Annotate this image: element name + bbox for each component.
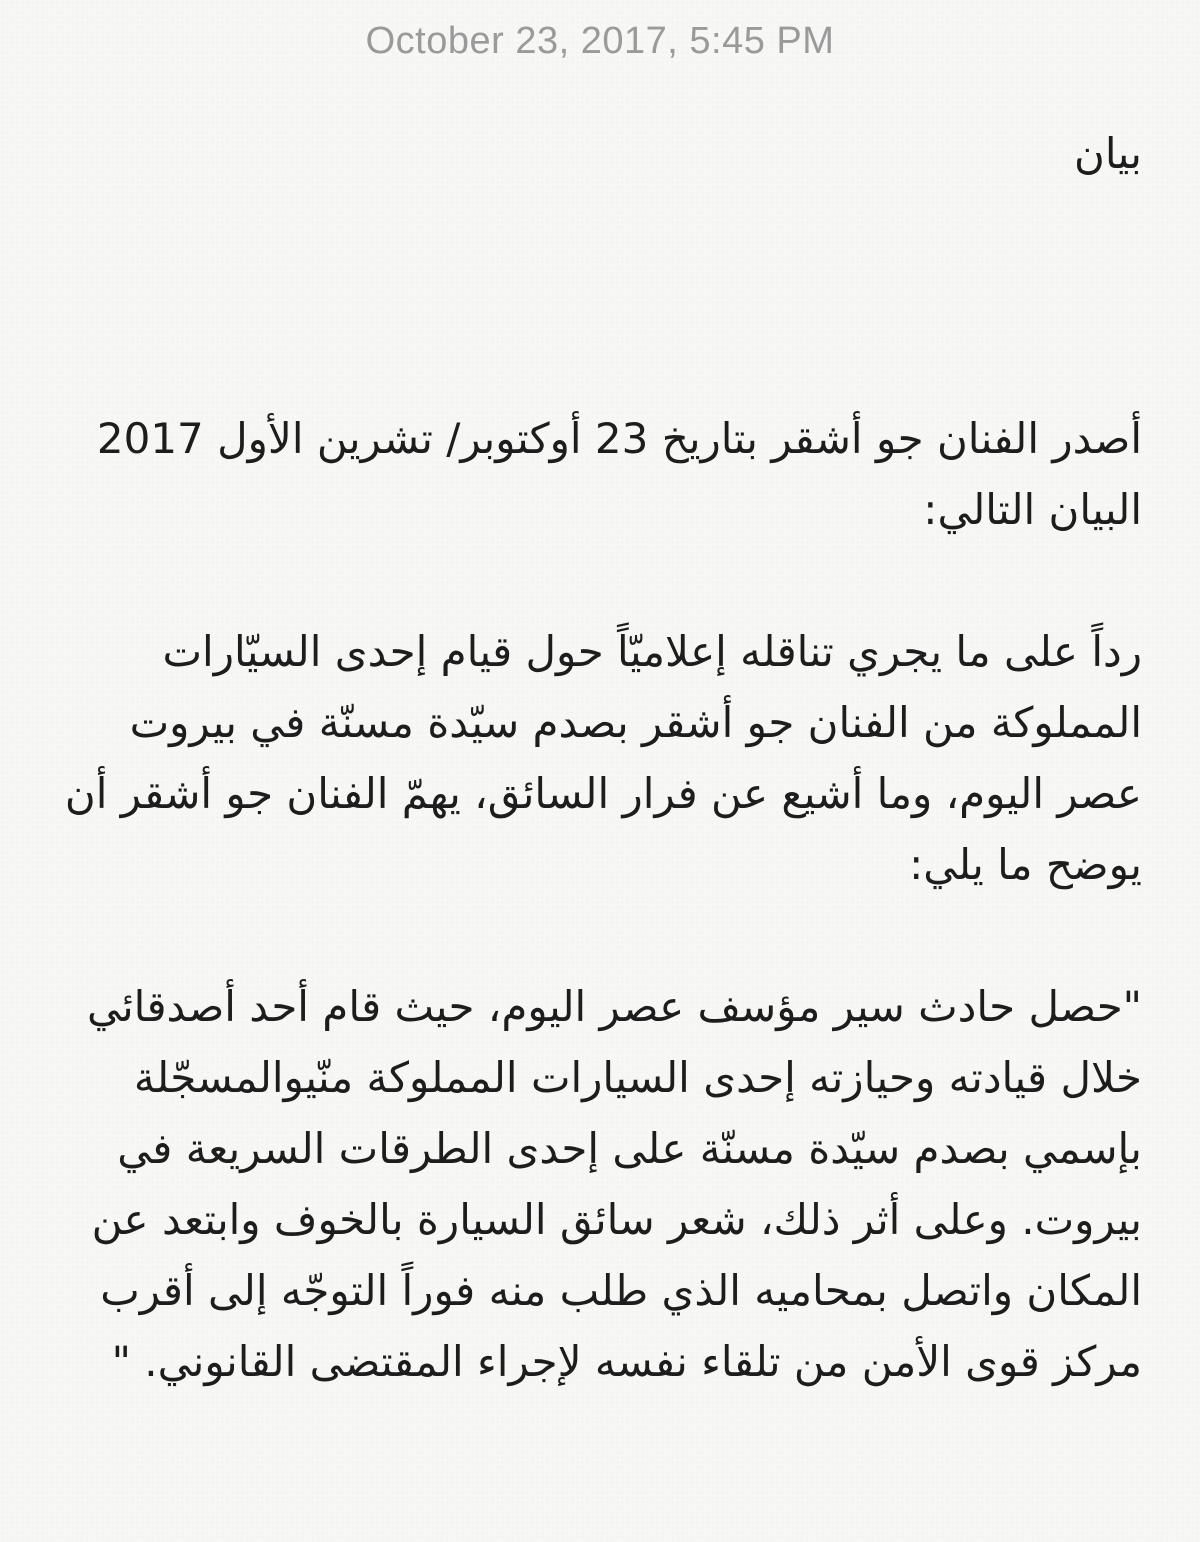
note-title: بيان [1073,129,1142,178]
note-paragraph-intro: أصدر الفنان جو أشقر بتاريخ 23 أوكتوبر/ تشرين الأول 2017 البيان التالي: [83,414,1142,534]
note-paragraph-reply: رداً على ما يجري تناقله إعلاميّاً حول قيام إحدى السيّارات المملوكة من الفنان جو أشقر بصدم سيّدة مسنّة في بيروت عصر اليوم، وما أشيع عن فرار السائق، يهمّ الفنان جو أشقر أن يوضح ما يلي: [51,627,1142,889]
note-paragraph-quote: "حصل حادث سير مؤسف عصر اليوم، حيث قام أحد أصدقائي خلال قيادته وحيازته إحدى السيارات المملوكة منّيوالمسجّلة بإسمي بصدم سيّدة مسنّة على إحدى الطرقات السريعة في بيروت. وعلى أثر ذلك، شعر سائق السيارة بالخوف وابتعد عن المكان واتصل بمحاميه الذي طلب منه فوراً التوجّه إلى أقرب مركز قوى الأمن من تلقاء نفسه لإجراء المقتضى القانوني. " [73,982,1142,1386]
note-timestamp: October 23, 2017, 5:45 PM [365,20,835,62]
note-body[interactable] [51,118,1142,1397]
